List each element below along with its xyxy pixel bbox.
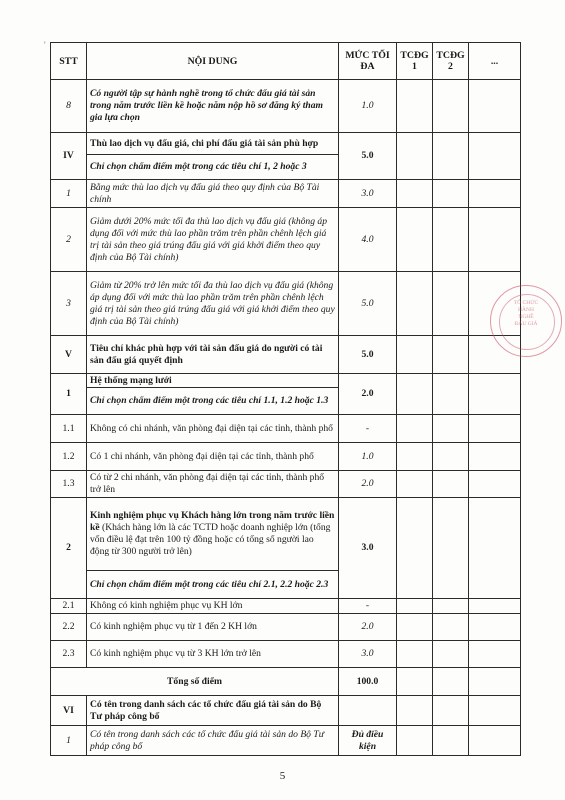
- row-stt: 8: [51, 80, 87, 133]
- stamp-inner-ring: [499, 294, 555, 350]
- row-content-note: Chỉ chọn chấm điểm một trong các tiêu chí 1, 2 hoặc 3: [87, 155, 339, 180]
- row-content: Có người tập sự hành nghề trong tổ chức đấu giá tài sản trong năm trước liền kề hoặc năm nộp hồ sơ đăng ký tham gia lựa chọn: [87, 80, 339, 133]
- row-content-note: Chỉ chọn chấm điểm một trong các tiêu chí 1.1, 1.2 hoặc 1.3: [87, 388, 339, 415]
- table-row: [51, 80, 521, 133]
- row-max: 5.0: [339, 272, 397, 336]
- table-row: [51, 208, 521, 272]
- row-max: 2.0: [339, 614, 397, 641]
- row-stt: 2.2: [51, 614, 87, 641]
- row-stt: VI: [51, 696, 87, 726]
- stamp-line: NGHỀ: [518, 314, 534, 320]
- total-row: [51, 668, 521, 696]
- row-max: -: [339, 415, 397, 443]
- row-content: Thù lao dịch vụ đấu giá, chi phí đấu giá tài sản phù hợp: [87, 133, 339, 155]
- page-corner-mark: ': [44, 40, 46, 50]
- row-max: 4.0: [339, 208, 397, 272]
- table-row: [51, 641, 521, 668]
- header-tcdg-1: TCĐG 1: [397, 43, 433, 80]
- row-max: Đủ điều kiện: [339, 726, 397, 756]
- row-content: Có kinh nghiệm phục vụ từ 1 đến 2 KH lớn: [87, 614, 339, 641]
- stamp-line: HÀNH: [518, 307, 534, 313]
- row-stt: 2.3: [51, 641, 87, 668]
- row-stt: IV: [51, 133, 87, 180]
- table-row: [51, 498, 521, 571]
- row-stt: 1: [51, 726, 87, 756]
- row-content: Hệ thống mạng lưới: [87, 374, 339, 388]
- row-stt: V: [51, 336, 87, 374]
- header-max: MỨC TỐI ĐA: [339, 43, 397, 80]
- row-content: Tiêu chí khác phù hợp với tài sản đấu giá do người có tài sản đấu giá quyết định: [87, 336, 339, 374]
- row-stt: 1: [51, 180, 87, 208]
- row-max: 3.0: [339, 180, 397, 208]
- row-max: [339, 696, 397, 726]
- row-content: [87, 498, 339, 571]
- table-row: [51, 471, 521, 498]
- row-stt: 1.1: [51, 415, 87, 443]
- row-stt: 1.2: [51, 443, 87, 471]
- row-max: 1.0: [339, 443, 397, 471]
- row-content-title: Kinh nghiệm phục vụ Khách hàng lớn trong năm trước liền kề: [90, 510, 335, 533]
- row-max: -: [339, 599, 397, 614]
- row-content: Có từ 2 chi nhánh, văn phòng đại diện tại các tỉnh, thành phố trở lên: [87, 471, 339, 498]
- row-content: Giảm dưới 20% mức tối đa thù lao dịch vụ đấu giá (không áp dụng đối với mức thù lao phần trăm trên phần chênh lệch giá trị tài sản theo giá trúng đấu giá với giá khởi điểm theo quy định của Bộ Tài chính): [87, 208, 339, 272]
- header-more: ...: [469, 43, 521, 80]
- row-max: 1.0: [339, 80, 397, 133]
- stamp-line: TỔ CHỨC: [513, 300, 539, 306]
- row-max: 3.0: [339, 641, 397, 668]
- table-row: [51, 696, 521, 726]
- row-content-note: Chỉ chọn chấm điểm một trong các tiêu chí 2.1, 2.2 hoặc 2.3: [87, 571, 339, 599]
- table-row: [51, 614, 521, 641]
- table-row: [51, 272, 521, 336]
- table-row: [51, 374, 521, 388]
- row-stt: 1: [51, 374, 87, 415]
- row-max: 2.0: [339, 471, 397, 498]
- table-row: [51, 599, 521, 614]
- row-content: Giảm từ 20% trở lên mức tối đa thù lao dịch vụ đấu giá (không áp dụng đối với mức thù lao phần trăm trên phần chênh lệch giá trị tài sản theo giá trúng đấu giá với giá khởi điểm theo quy định của Bộ Tài chính): [87, 272, 339, 336]
- row-stt: 2: [51, 208, 87, 272]
- row-content-detail: (Khách hàng lớn là các TCTD hoặc doanh nghiệp lớn (tổng vốn điều lệ đạt trên 100 tỷ đồng hoặc có tổng số người lao động từ 300 người trở lên): [90, 522, 331, 557]
- table-row: [51, 443, 521, 471]
- row-content: Có 1 chi nhánh, văn phòng đại diện tại các tỉnh, thành phố: [87, 443, 339, 471]
- row-content: Không có kinh nghiệm phục vụ KH lớn: [87, 599, 339, 614]
- row-stt: 2: [51, 498, 87, 599]
- table-row: [51, 133, 521, 155]
- row-stt: 2.1: [51, 599, 87, 614]
- header-tcdg-2: TCĐG 2: [433, 43, 469, 80]
- row-max: 3.0: [339, 498, 397, 599]
- header-content: NỘI DUNG: [87, 43, 339, 80]
- row-content: Không có chi nhánh, văn phòng đại diện tại các tỉnh, thành phố: [87, 415, 339, 443]
- row-content: Có tên trong danh sách các tổ chức đấu giá tài sản do Bộ Tư pháp công bố: [87, 696, 339, 726]
- table-row: [51, 415, 521, 443]
- row-content: Có kinh nghiệm phục vụ từ 3 KH lớn trở lên: [87, 641, 339, 668]
- row-max: 5.0: [339, 133, 397, 180]
- row-stt: 3: [51, 272, 87, 336]
- table-row: [51, 726, 521, 756]
- row-content: Bằng mức thù lao dịch vụ đấu giá theo quy định của Bộ Tài chính: [87, 180, 339, 208]
- table-row: [51, 180, 521, 208]
- row-stt: 1.3: [51, 471, 87, 498]
- scoring-table: [50, 42, 521, 756]
- stamp-line: ĐẤU GIÁ: [514, 321, 538, 327]
- page-number: 5: [279, 770, 286, 782]
- row-max: 5.0: [339, 336, 397, 374]
- row-content: Có tên trong danh sách các tổ chức đấu giá tài sản do Bộ Tư pháp công bố: [87, 726, 339, 756]
- table-row: [51, 336, 521, 374]
- table-header: [51, 43, 521, 80]
- total-max: 100.0: [339, 668, 397, 696]
- total-label: Tổng số điểm: [51, 668, 339, 696]
- official-stamp: [490, 285, 562, 357]
- row-max: 2.0: [339, 374, 397, 415]
- header-stt: STT: [51, 43, 87, 80]
